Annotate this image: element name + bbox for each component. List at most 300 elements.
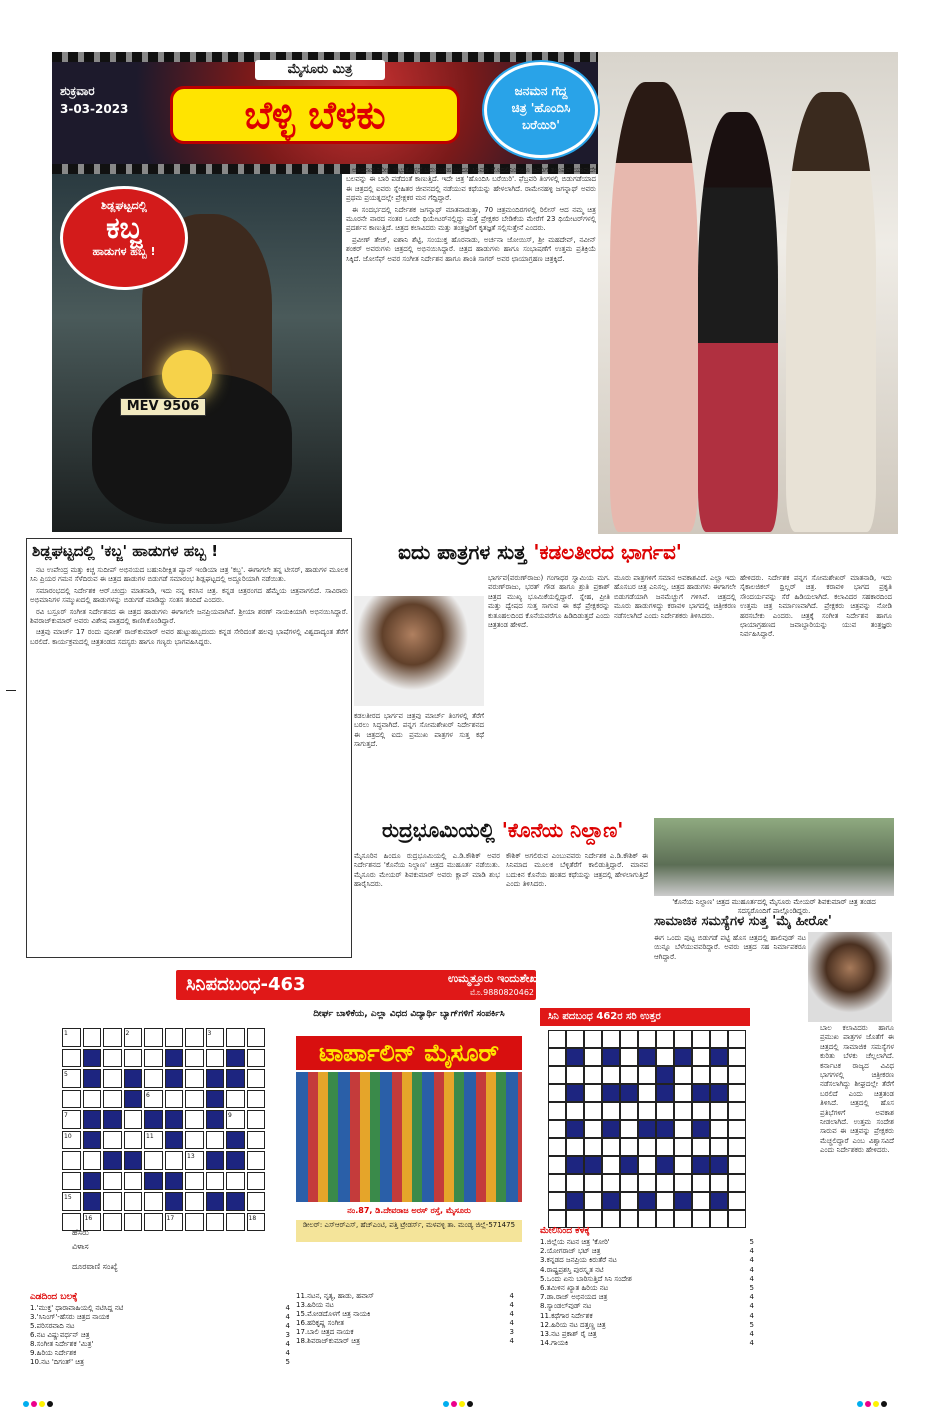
- answer-cell: [602, 1084, 620, 1102]
- crossword-cell[interactable]: [144, 1213, 163, 1232]
- crossword-cell[interactable]: [185, 1213, 204, 1232]
- bhargava-headline: [398, 540, 682, 564]
- masthead-title: ಬೆಳ್ಳಿ ಬೆಳಕು: [170, 86, 460, 144]
- crossword-cell[interactable]: [144, 1192, 163, 1211]
- crossword-cell[interactable]: 17: [165, 1213, 184, 1232]
- crossword-cell[interactable]: [62, 1151, 81, 1170]
- kabzaa-paragraph: ಚಿತ್ರವು ಮಾರ್ಚ್ 17 ರಂದು ಪುನೀತ್ ರಾಜ್‌ಕುಮಾರ್ ಅವರ ಹುಟ್ಟುಹಬ್ಬದಂದು ಕನ್ನಡ ಸೇರಿದಂತೆ ಹಲವು ಭಾಷೆಗಳಲ್ಲಿ ವಿಶ್ವದಾದ್ಯಂತ ತೆರೆಗೆ ಬರಲಿದೆ. ಕಾರ್ಯಕ್ರಮದಲ್ಲಿ ಚಿತ್ರತಂಡದ ಸದಸ್ಯರು ಹಾಗೂ ಗಣ್ಯರು ಭಾಗವಹಿಸಿದ್ದರು.: [30, 628, 348, 646]
- main-story-paragraph: ಅತಿಯಾದ ನಿರೀಕ್ಷೆ ಇಟ್ಟುಕೊಳ್ಳದೆ ಬರುವಂತಹ ಬಂದರೆ ಸಿನಿಮಾ ಮೊದಲಿನಿಂದಲೂ ಜನರಿಗೆ ತಲುಪುವ ಯಾವುದೇ ಬಲವನ್ನು ಈ ಬಾರಿ ಪಡೆದಂತೆ ಕಾಣುತ್ತಿದೆ. ಇದೇ ಚಿತ್ರ 'ಹೊಂದಿಸಿ ಬರೆಯಿರಿ'. ಫೆಬ್ರವರಿ ತಿಂಗಳಲ್ಲಿ ಬಿಡುಗಡೆಯಾದ ಈ ಚಿತ್ರದಲ್ಲಿ ಐವರು ಸ್ನೇಹಿತರ ಜೀವನದಲ್ಲಿ ನಡೆಯುವ ಕಥೆಯನ್ನು ಹೇಳಲಾಗಿದೆ. ರಾಮೇನಹಳ್ಳಿ ಜಗನ್ನಾಥ್ ಅವರು ಪ್ರಥಮ ಪ್ರಯತ್ನದಲ್ಲೇ ಪ್ರೇಕ್ಷಕರ ಮನ ಗೆದ್ದಿದ್ದಾರೆ.: [346, 166, 596, 203]
- answer-cell: [656, 1084, 674, 1102]
- clue-length: 5: [749, 1284, 754, 1293]
- crossword-cell[interactable]: 15: [62, 1192, 81, 1211]
- clue-length: 4: [509, 1301, 514, 1309]
- crossword-cell[interactable]: 13: [185, 1151, 204, 1170]
- crossword-cell[interactable]: [62, 1172, 81, 1191]
- clue-text: 7.ಡಾ.ರಾಜ್ ಅಭಿನಯದ ಚಿತ್ರ: [540, 1293, 608, 1302]
- answer-cell: [710, 1192, 728, 1210]
- crossword-cell: [165, 1069, 184, 1088]
- answer-cell: [620, 1120, 638, 1138]
- answer-cell: [728, 1174, 746, 1192]
- answer-cell: [566, 1174, 584, 1192]
- crossword-cell: [226, 1069, 245, 1088]
- answer-cell: [692, 1048, 710, 1066]
- crossword-cell: [83, 1192, 102, 1211]
- clue-text: 9.ಹಿರಿಯ ನಿರ್ದೇಶಕ: [30, 1349, 77, 1357]
- crossword-cell: [165, 1172, 184, 1191]
- registration-dot: [39, 1401, 45, 1407]
- clue-length: 4: [749, 1247, 754, 1256]
- answer-cell: [710, 1084, 728, 1102]
- answer-cell: [710, 1138, 728, 1156]
- answer-cell: [692, 1084, 710, 1102]
- answer-cell: [566, 1138, 584, 1156]
- clue-row: [296, 1319, 514, 1328]
- clue-text: 11.ಕಥೆಗಾರ ನಿರ್ದೇಶಕ: [540, 1311, 593, 1320]
- clue-row: [540, 1275, 754, 1284]
- answer-cell: [656, 1156, 674, 1174]
- answer-cell: [638, 1138, 656, 1156]
- crossword-cell: [206, 1192, 225, 1211]
- address-field-label: ವಿಳಾಸ: [72, 1242, 89, 1251]
- crossword-cell[interactable]: [144, 1028, 163, 1047]
- registration-dot: [31, 1401, 37, 1407]
- koneya-headline-title: 'ಕೊನೆಯ ನಿಲ್ದಾಣ': [501, 818, 624, 842]
- crossword-cell[interactable]: 18: [247, 1213, 266, 1232]
- crossword-cell: [83, 1069, 102, 1088]
- name-field-label: ಹೆಸರು: [72, 1228, 89, 1237]
- answer-cell: [602, 1174, 620, 1192]
- clue-row: [540, 1247, 754, 1256]
- answer-cell: [566, 1120, 584, 1138]
- issue-date: 3-03-2023: [60, 102, 129, 116]
- clue-row: [540, 1284, 754, 1293]
- crossword-cell[interactable]: [226, 1213, 245, 1232]
- answer-cell: [656, 1048, 674, 1066]
- answer-cell: [710, 1048, 728, 1066]
- masthead-small-title: ಮೈಸೂರು ಮಿತ್ರ: [255, 60, 385, 80]
- answer-cell: [602, 1138, 620, 1156]
- answer-cell: [728, 1192, 746, 1210]
- my-hero-headline: ಸಾಮಾಜಿಕ ಸಮಸ್ಯೆಗಳ ಸುತ್ತ 'ಮೈ ಹೀರೋ': [654, 914, 832, 929]
- answer-cell: [728, 1102, 746, 1120]
- clue-length: 4: [285, 1304, 290, 1312]
- crossword-cell[interactable]: [144, 1049, 163, 1068]
- crossword-cell[interactable]: [206, 1172, 225, 1191]
- clue-row: [296, 1301, 514, 1310]
- answer-cell: [692, 1174, 710, 1192]
- clue-text: 2.ಯೋಗರಾಜ್ ಭಟ್ ಚಿತ್ರ: [540, 1247, 601, 1256]
- answer-cell: [620, 1102, 638, 1120]
- answer-cell: [548, 1174, 566, 1192]
- crossword-cell[interactable]: [247, 1049, 266, 1068]
- crossword-cell[interactable]: [206, 1131, 225, 1150]
- answer-cell: [584, 1030, 602, 1048]
- answer-cell: [584, 1048, 602, 1066]
- answer-cell: [548, 1066, 566, 1084]
- answer-cell: [566, 1066, 584, 1084]
- crossword-cell: [165, 1131, 184, 1150]
- crossword-cell[interactable]: [185, 1028, 204, 1047]
- crossword-cell: [124, 1151, 143, 1170]
- crossword-cell: [165, 1049, 184, 1068]
- answer-cell: [602, 1066, 620, 1084]
- clue-text: 10.ನಟ 'ದಿಗಂತ್' ಚಿತ್ರ: [30, 1358, 84, 1366]
- clue-length: 4: [749, 1274, 754, 1283]
- crossword-cell: [206, 1151, 225, 1170]
- crossword-cell[interactable]: [165, 1090, 184, 1109]
- answer-cell: [566, 1030, 584, 1048]
- answer-cell: [710, 1102, 728, 1120]
- issue-day: ಶುಕ್ರವಾರ: [60, 84, 95, 98]
- answer-cell: [548, 1120, 566, 1138]
- answer-cell: [548, 1102, 566, 1120]
- crossword-cell[interactable]: [226, 1172, 245, 1191]
- crossword-cell: [165, 1110, 184, 1129]
- crossword-cell: [83, 1049, 102, 1068]
- crossword-cell[interactable]: 11: [144, 1131, 163, 1150]
- bhargava-column-2: ಭಾರ್ಗವ(ವರುಣ್‌ರಾಜು) ಗಂಗಾಧರ ಸ್ವಾಮಿಯ ಮಗ. ವರುಣ್‌ರಾಜು, ಭರತ್ ಗೌಡ ಹಾಗೂ ಶ್ರುತಿ ಪ್ರಕಾಶ್ ಚಿತ್ರದ ಮುಖ್ಯ ಭೂಮಿಕೆಯಲ್ಲಿದ್ದಾರೆ. ಸ್ನೇಹ, ಪ್ರೀತಿ ಮತ್ತು ದ್ವೇಷದ ಸುತ್ತ ಸಾಗುವ ಈ ಕಥೆ ಪ್ರೇಕ್ಷಕರನ್ನು ಕುತೂಹಲದಿಂದ ಕೊನೆಯವರೆಗೂ ಹಿಡಿದಿಡುತ್ತದೆ ಎಂದು ಚಿತ್ರತಂಡ ಹೇಳಿದೆ.: [488, 574, 610, 630]
- crossword-cell[interactable]: 3: [206, 1028, 225, 1047]
- clue-text: 16.ಹರಿಕೃಷ್ಣ ಸಂಗೀತ: [296, 1319, 344, 1327]
- answer-cell: [638, 1120, 656, 1138]
- crossword-cell[interactable]: [226, 1090, 245, 1109]
- hondisi-main-story: [346, 166, 596, 528]
- main-story-paragraph: ಪ್ರವೀಣ್ ತೇಜ್, ಐಶಾನಿ ಶೆಟ್ಟಿ, ಸಂಯುಕ್ತ ಹೊರನಾಡು, ಅರ್ಚನಾ ಜೋಯಿಸ್, ಶ್ರೀ ಮಹದೇವ್, ನವೀನ್ ಶಂಕರ್ ಅವರುಗಳು ಚಿತ್ರದಲ್ಲಿ ಅಭಿನಯಿಸಿದ್ದಾರೆ. ಚಿತ್ರದ ಹಾಡುಗಳು ಹಾಗೂ ಸಂಭಾಷಣೆಗೆ ಉತ್ತಮ ಪ್ರತಿಕ್ರಿಯೆ ಸಿಕ್ಕಿದೆ. ಜೋಸೆಫ್ ಅವರ ಸಂಗೀತ ನಿರ್ದೇಶನ ಹಾಗೂ ಶಾಂತಿ ಸಾಗರ್ ಅವರ ಛಾಯಾಗ್ರಹಣ ಚಿತ್ರಕ್ಕಿದೆ.: [346, 235, 596, 263]
- bubble-line-2: ಚಿತ್ರ 'ಹೊಂದಿಸಿ: [511, 101, 571, 115]
- kabzaa-paragraph: ರವಿ ಬಸ್ರೂರ್ ಸಂಗೀತ ನಿರ್ದೇಶನದ ಈ ಚಿತ್ರದ ಹಾಡುಗಳು ಈಗಾಗಲೇ ಜನಪ್ರಿಯವಾಗಿವೆ. ಶ್ರೀಯಾ ಶರಣ್ ನಾಯಕಿಯಾಗಿ ಅಭಿನಯಿಸಿದ್ದಾರೆ. ಶಿವರಾಜ್‌ಕುಮಾರ್ ಅವರು ವಿಶೇಷ ಪಾತ್ರದಲ್ಲಿ ಕಾಣಿಸಿಕೊಂಡಿದ್ದಾರೆ.: [30, 607, 348, 626]
- crossword-cell[interactable]: [124, 1110, 143, 1129]
- answer-cell: [692, 1120, 710, 1138]
- actress-figure-2: [698, 112, 778, 532]
- crossword-cell[interactable]: [185, 1131, 204, 1150]
- crossword-cell: [83, 1131, 102, 1150]
- answer-cell: [656, 1174, 674, 1192]
- crossword-cell[interactable]: [62, 1049, 81, 1068]
- clue-text: 1.'ಮುಕ್ತ' ಧಾರಾವಾಹಿಯಲ್ಲಿ ನಟಿಸಿದ್ದ ನಟಿ: [30, 1304, 124, 1312]
- answer-cell: [674, 1138, 692, 1156]
- crossword-cell[interactable]: 10: [62, 1131, 81, 1150]
- bubble-line-3: ಬರೆಯಿರಿ': [522, 118, 560, 132]
- my-hero-director-photo: [808, 932, 892, 1022]
- answer-cell: [656, 1138, 674, 1156]
- crossword-cell[interactable]: 9: [226, 1110, 245, 1129]
- koneya-photo-caption: 'ಕೊನೆಯ ನಿಲ್ದಾಣ' ಚಿತ್ರದ ಮುಹೂರ್ತದಲ್ಲಿ ಮೈಸೂರು ಮೇಯರ್ ಶಿವಕುಮಾರ್ ಚಿತ್ರ ತಂಡದ ಸದಸ್ಯರೊಂದಿಗೆ ಪಾಲ್ಗೊಂಡಿದ್ದರು.: [672, 898, 876, 915]
- crossword-cell[interactable]: [103, 1049, 122, 1068]
- answer-cell: [638, 1210, 656, 1228]
- crossword-cell[interactable]: [165, 1151, 184, 1170]
- crossword-cell[interactable]: [124, 1131, 143, 1150]
- crossword-cell: [226, 1151, 245, 1170]
- answer-cell: [710, 1210, 728, 1228]
- answer-cell: [692, 1102, 710, 1120]
- answer-cell: [548, 1156, 566, 1174]
- clue-length: 4: [509, 1292, 514, 1300]
- clue-row: [540, 1339, 754, 1348]
- crossword-cell[interactable]: [185, 1172, 204, 1191]
- answer-cell: [548, 1084, 566, 1102]
- ad-dealer: ಡೀಲರ್: ಎಸ್‌ಆರ್‌ಎಸ್, ಹೆಚ್‌ಎಂಟಿ, ಪತ್ತಿ ಟ್ರೇಡರ್ಸ್, ಮಳವಳ್ಳಿ ತಾ. ಮಂಡ್ಯ ಜಿಲ್ಲೆ-571475: [296, 1220, 522, 1242]
- clue-text: 8.ಸ್ಯಾಂಡಲ್‌ವುಡ್ ನಟ: [540, 1302, 592, 1311]
- kabzaa-circle-line-1: ಶಿಡ್ಲಘಟ್ಟದಲ್ಲಿ: [100, 199, 147, 212]
- bhargava-column-3: ಮೂರು ಪಾತ್ರಗಳಿಗೆ ಸಮಾನ ಅವಕಾಶವಿದೆ. ಎಲ್ಲಾ ಇದು ಹೊಸಬರ ಚಿತ್ರ ಎನಿಸಲ್ಲ. ಚಿತ್ರದ ಹಾಡುಗಳು ಈಗಾಗಲೇ ಬಿಡುಗಡೆಯಾಗಿ ಜನಮೆಚ್ಚುಗೆ ಗಳಿಸಿವೆ. ಚಿತ್ರದಲ್ಲಿ ಮೂರು ಹಾಡುಗಳಿದ್ದು ಕರಾವಳಿ ಭಾಗದಲ್ಲಿ ಚಿತ್ರೀಕರಣ ನಡೆಸಲಾಗಿದೆ ಎಂದು ನಿರ್ದೇಶಕರು ತಿಳಿಸಿದರು.: [614, 574, 736, 620]
- crossword-cell[interactable]: [103, 1131, 122, 1150]
- crossword-cell[interactable]: 1: [62, 1028, 81, 1047]
- koneya-column-2: ಕೌಶಿಕ್ ಅಗಲಿರುವ ಎಂಬುವವರು ನಿರ್ದೇಶಕ ಎ.ಡಿ.ಕೌಶಿಕ್ ಈ ಸಿನಿಮಾದ ಮೂಲಕ ಬೆಳ್ಳಿತೆರೆಗೆ ಕಾಲಿಡುತ್ತಿದ್ದಾರೆ. ಮಾನವ ಬದುಕಿನ ಕೊನೆಯ ಹಂತದ ಕಥೆಯನ್ನು ಚಿತ್ರದಲ್ಲಿ ಹೇಳಲಾಗುತ್ತಿದೆ ಎಂದು ತಿಳಿಸಿದರು.: [506, 852, 648, 889]
- crossword-cell: [226, 1131, 245, 1150]
- answer-cell: [620, 1048, 638, 1066]
- crossword-cell[interactable]: [103, 1069, 122, 1088]
- answer-cell: [566, 1210, 584, 1228]
- answer-cell: [566, 1156, 584, 1174]
- clue-text: 15.ಮೋಡದೊಳಗೆ ಚಿತ್ರ ನಾಯಕಿ: [296, 1310, 371, 1318]
- crossword-cell[interactable]: [124, 1192, 143, 1211]
- kabzaa-article-headline: ಶಿಡ್ಲಘಟ್ಟದಲ್ಲಿ 'ಕಬ್ಜ' ಹಾಡುಗಳ ಹಬ್ಬ !: [32, 542, 219, 560]
- answer-cell: [710, 1066, 728, 1084]
- crossword-cell: [124, 1069, 143, 1088]
- crossword-cell[interactable]: [247, 1192, 266, 1211]
- clue-length: 4: [749, 1256, 754, 1265]
- answer-cell: [584, 1138, 602, 1156]
- my-hero-intro: ಈಗ ಒಂದು ಪುಟ್ಟ ಬಿಡುಗಡೆ ಪಟ್ಟಿ ಹೊಸ ಚಿತ್ರದಲ್ಲಿ ಹಾಲಿವುಡ್ ನಟ ಯಿನ್ನೂ ಬೆಳೆಯುವವರಿದ್ದಾರೆ. ಅವರು ಚಿತ್ರದ ಸಹ ನಿರ್ಮಾಪಕರೂ ಆಗಿದ್ದಾರೆ.: [654, 934, 806, 961]
- crossword-cell[interactable]: [103, 1213, 122, 1232]
- answer-cell: [620, 1138, 638, 1156]
- clue-row: [296, 1292, 514, 1301]
- answer-cell: [620, 1030, 638, 1048]
- crossword-cell: [165, 1192, 184, 1211]
- answer-cell: [674, 1192, 692, 1210]
- clue-text: 13.ಹಿರಿಯ ನಟ: [296, 1301, 334, 1309]
- ad-brand-title: ಟಾರ್ಪಾಲಿನ್ ಮೈಸೂರ್: [296, 1036, 522, 1070]
- answer-cell: [674, 1174, 692, 1192]
- crossword-cell[interactable]: [206, 1049, 225, 1068]
- hondisi-bareyiri-photo: [598, 52, 898, 534]
- kabzaa-article-body: [30, 566, 348, 954]
- crossword-cell: [83, 1110, 102, 1129]
- answer-cell: [602, 1192, 620, 1210]
- registration-dot: [857, 1401, 863, 1407]
- crossword-cell[interactable]: 16: [83, 1213, 102, 1232]
- crossword-cell[interactable]: [247, 1131, 266, 1150]
- clue-length: 4: [285, 1340, 290, 1348]
- answer-grid-header: ಸಿನಿ ಪದಬಂಧ 462ರ ಸರಿ ಉತ್ತರ: [540, 1008, 750, 1026]
- phone-field-label: ದೂರವಾಣಿ ಸಂಖ್ಯೆ: [72, 1262, 118, 1271]
- bubble-line-1: ಜನಮನ ಗೆದ್ದ: [514, 84, 568, 98]
- answer-cell: [674, 1066, 692, 1084]
- answer-cell: [620, 1192, 638, 1210]
- answer-cell: [674, 1156, 692, 1174]
- crossword-cell[interactable]: [247, 1110, 266, 1129]
- answer-cell: [620, 1210, 638, 1228]
- crossword-cell[interactable]: [103, 1192, 122, 1211]
- crossword-cell[interactable]: [103, 1090, 122, 1109]
- actress-figure-1: [610, 82, 698, 532]
- answer-cell: [638, 1030, 656, 1048]
- crossword-author-phone: ಮೊ.9880820462: [470, 988, 535, 997]
- crossword-cell[interactable]: [185, 1069, 204, 1088]
- down-clues-heading: ಮೇಲಿನಿಂದ ಕೆಳಕ್ಕೆ: [540, 1226, 590, 1236]
- registration-dot: [467, 1401, 473, 1407]
- answer-cell: [692, 1192, 710, 1210]
- answer-cell: [656, 1120, 674, 1138]
- registration-dot: [23, 1401, 29, 1407]
- crossword-cell[interactable]: [83, 1028, 102, 1047]
- crossword-cell[interactable]: [185, 1090, 204, 1109]
- answer-cell: [638, 1066, 656, 1084]
- crossword-cell[interactable]: [62, 1090, 81, 1109]
- clue-row: [30, 1340, 290, 1349]
- answer-cell: [566, 1048, 584, 1066]
- answer-cell: [620, 1066, 638, 1084]
- crossword-cell: [103, 1110, 122, 1129]
- clue-row: [540, 1238, 754, 1247]
- clue-text: 3.'ಸಿನಿಂಗ್'-ಹೆಸರು ಚಿತ್ರದ ನಾಯಕ: [30, 1313, 110, 1321]
- answer-cell: [638, 1084, 656, 1102]
- crossword-cell: [206, 1069, 225, 1088]
- clue-text: 13.ನಟ ಪ್ರಕಾಶ್ ರೈ ಚಿತ್ರ: [540, 1330, 597, 1339]
- across-clues-list-continued: [296, 1292, 514, 1362]
- crossword-cell[interactable]: 5: [62, 1069, 81, 1088]
- print-registration-dots: [0, 1398, 945, 1410]
- answer-cell: [602, 1030, 620, 1048]
- crossword-cell: [206, 1090, 225, 1109]
- clue-length: 5: [749, 1320, 754, 1329]
- answer-cell: [656, 1210, 674, 1228]
- answer-cell: [674, 1120, 692, 1138]
- clue-length: 4: [285, 1349, 290, 1357]
- clue-length: 5: [749, 1238, 754, 1246]
- registration-dot: [881, 1401, 887, 1407]
- answer-cell: [638, 1048, 656, 1066]
- answer-cell: [728, 1084, 746, 1102]
- actress-figure-3: [786, 92, 876, 532]
- crossword-cell[interactable]: 6: [144, 1090, 163, 1109]
- clue-text: 14.ಗಾಯಕಿ: [540, 1339, 569, 1348]
- ad-address: ನಂ.87, ಡಿ.ದೇವರಾಜ ಅರಸ್ ರಸ್ತೆ, ಮೈಸೂರು: [347, 1206, 471, 1215]
- down-clues-list: [540, 1238, 754, 1368]
- hondisi-bubble: [484, 62, 598, 158]
- crossword-cell[interactable]: [247, 1090, 266, 1109]
- crossword-cell: [144, 1110, 163, 1129]
- answer-cell: [728, 1066, 746, 1084]
- crossword-cell[interactable]: [247, 1172, 266, 1191]
- answer-cell: [584, 1084, 602, 1102]
- answer-cell: [620, 1084, 638, 1102]
- clue-row: [296, 1310, 514, 1319]
- crossword-grid: [62, 1028, 272, 1228]
- ad-tagline: ದೀರ್ಘ ಬಾಳಿಕೆಯ, ಎಲ್ಲಾ ವಿಧದ ವಿದ್ಯಾರ್ಥಿ ಬ್ಯಾಗ್‌ಗಳಿಗೆ ಸಂಪರ್ಕಿಸಿ: [313, 1009, 505, 1019]
- crossword-cell[interactable]: [247, 1028, 266, 1047]
- bhargava-column-4: ಹೇಳಿದರು. ನಿರ್ದೇಶಕ ಪನ್ನಗ ಸೋಮಶೇಖರ್ ಮಾತನಾಡಿ, ಇದು ಸೈಕಾಲಜಿಕಲ್ ಥ್ರಿಲ್ಲರ್ ಚಿತ್ರ. ಕರಾವಳಿ ಭಾಗದ ಪ್ರಕೃತಿ ಸೌಂದರ್ಯವನ್ನು ಸೆರೆ ಹಿಡಿಯಲಾಗಿದೆ. ಕಲಾವಿದರ ಸಹಕಾರದಿಂದ ಉತ್ತಮ ಚಿತ್ರ ನಿರ್ಮಾಣವಾಗಿದೆ. ಪ್ರೇಕ್ಷಕರು ಚಿತ್ರವನ್ನು ನೋಡಿ ಹರಸಬೇಕು ಎಂದರು. ಚಿತ್ರಕ್ಕೆ ಸಂಗೀತ ನಿರ್ದೇಶನ ಹಾಗೂ ಛಾಯಾಗ್ರಹಣದ ಜವಾಬ್ದಾರಿಯನ್ನು ಯುವ ತಂತ್ರಜ್ಞರು ನಿರ್ವಹಿಸಿದ್ದಾರೆ.: [740, 574, 892, 639]
- crossword-cell[interactable]: [185, 1110, 204, 1129]
- crossword-cell[interactable]: [103, 1028, 122, 1047]
- clue-row: [30, 1331, 290, 1340]
- clue-row: [30, 1304, 290, 1313]
- crossword-cell: [83, 1172, 102, 1191]
- kabzaa-paragraph: ನಟ ಉಪೇಂದ್ರ ಮತ್ತು ಕಿಚ್ಚ ಸುದೀಪ್ ಅಭಿನಯದ ಬಹುನಿರೀಕ್ಷಿತ ಪ್ಯಾನ್ ಇಂಡಿಯಾ ಚಿತ್ರ 'ಕಬ್ಜ'. ಈಗಾಗಲೇ ತನ್ನ ಟೀಸರ್, ಹಾಡುಗಳ ಮೂಲಕ ಸಿನಿ ಪ್ರಿಯರ ಗಮನ ಸೆಳೆದಿರುವ ಈ ಚಿತ್ರದ ಹಾಡುಗಳ ಬಿಡುಗಡೆ ಸಮಾರಂಭ ಶಿಡ್ಲಘಟ್ಟದಲ್ಲಿ ಅದ್ದೂರಿಯಾಗಿ ನಡೆಯಿತು.: [30, 566, 348, 584]
- answer-cell: [728, 1138, 746, 1156]
- crossword-cell[interactable]: 2: [124, 1028, 143, 1047]
- crossword-cell[interactable]: [226, 1028, 245, 1047]
- main-story-paragraph: ಈ ಸಂದರ್ಭದಲ್ಲಿ ನಿರ್ದೇಶಕ ಜಗನ್ನಾಥ್ ಮಾತನಾಡುತ್ತಾ, 70 ಚಿತ್ರಮಂದಿರಗಳಲ್ಲಿ ರಿಲೀಸ್ ಆದ ನಮ್ಮ ಚಿತ್ರ ಮೂರನೇ ವಾರದ ನಂತರ ಒಂದೇ ಥಿಯೇಟರ್‌ನಲ್ಲಿದ್ದು ಮತ್ತೆ ಪ್ರೇಕ್ಷಕರ ಬೇಡಿಕೆಯ ಮೇರೆಗೆ 23 ಥಿಯೇಟರ್‌ಗಳಲ್ಲಿ ಪ್ರದರ್ಶನ ಕಾಣುತ್ತಿದೆ. ಚಿತ್ರದ ಕಲಾವಿದರು ಮತ್ತು ತಂತ್ರಜ್ಞರಿಗೆ ಕೃತಜ್ಞತೆ ಸಲ್ಲಿಸುತ್ತೇನೆ ಎಂದರು.: [346, 205, 596, 233]
- clue-text: 1.ಜಿಲ್ಲೆಯ ನಟನ ಚಿತ್ರ 'ಕೋರಿ': [540, 1238, 610, 1246]
- kabzaa-circle-line-3: ಹಾಡುಗಳ ಹಬ್ಬ !: [92, 245, 156, 258]
- answer-cell: [584, 1156, 602, 1174]
- clue-text: 5.ಒಂದು ಏನು ಬಾರಿಸುತ್ತಿದೆ ಸಿನಿ ಸಂದೇಶ: [540, 1274, 632, 1283]
- crossword-cell[interactable]: [124, 1213, 143, 1232]
- crossword-cell[interactable]: [165, 1028, 184, 1047]
- across-clues-list: [30, 1304, 290, 1366]
- crossword-cell[interactable]: [124, 1172, 143, 1191]
- registration-dot: [873, 1401, 879, 1407]
- crossword-cell[interactable]: [247, 1151, 266, 1170]
- answer-cell: [692, 1210, 710, 1228]
- crossword-cell[interactable]: [185, 1192, 204, 1211]
- crossword-cell[interactable]: [144, 1151, 163, 1170]
- clue-row: [540, 1312, 754, 1321]
- registration-dot: [47, 1401, 53, 1407]
- clue-text: 12.ಹಿರಿಯ ನಟ ದತ್ತಣ್ಣ ಚಿತ್ರ: [540, 1320, 606, 1329]
- answer-cell: [548, 1030, 566, 1048]
- clue-length: 3: [285, 1331, 290, 1339]
- clue-text: 18.ಶಿವರಾಜ್‌ಕುಮಾರ್ ಚಿತ್ರ: [296, 1337, 361, 1345]
- answer-cell: [638, 1102, 656, 1120]
- crossword-cell[interactable]: [83, 1151, 102, 1170]
- crossword-cell[interactable]: [103, 1172, 122, 1191]
- answer-cell: [710, 1174, 728, 1192]
- crossword-cell[interactable]: 7: [62, 1110, 81, 1129]
- clue-length: 4: [285, 1313, 290, 1321]
- answer-cell: [674, 1210, 692, 1228]
- answer-cell: [674, 1048, 692, 1066]
- koneya-headline-plain: ರುದ್ರಭೂಮಿಯಲ್ಲಿ: [382, 818, 495, 842]
- answer-cell: [602, 1120, 620, 1138]
- across-clues-heading: ಎಡದಿಂದ ಬಲಕ್ಕೆ: [30, 1292, 78, 1302]
- clue-text: 6.ನಟ ವಿಷ್ಣುವರ್ಧನ್ ಚಿತ್ರ: [30, 1331, 90, 1339]
- answer-cell: [602, 1048, 620, 1066]
- clue-text: 17.ಬಾಲಿ ಚಿತ್ರದ ನಾಯಕ: [296, 1328, 354, 1336]
- ad-shop-photo: [296, 1072, 522, 1202]
- answer-cell: [620, 1174, 638, 1192]
- crossword-cell[interactable]: [83, 1090, 102, 1109]
- clue-row: [540, 1256, 754, 1265]
- answer-cell: [602, 1210, 620, 1228]
- clue-text: 5.ಪರಿಸರವಾದಿ ನಟ: [30, 1322, 75, 1330]
- answer-cell: [674, 1102, 692, 1120]
- answer-cell: [638, 1156, 656, 1174]
- crossword-cell[interactable]: [124, 1049, 143, 1068]
- answer-cell: [728, 1156, 746, 1174]
- registration-dot: [451, 1401, 457, 1407]
- clue-row: [296, 1328, 514, 1337]
- koneya-column-1: ಮೈಸೂರಿನ ಹಿಂದೂ ರುದ್ರಭೂಮಿಯಲ್ಲಿ ಎ.ಡಿ.ಕೌಶಿಕ್ ಅವರ ನಿರ್ದೇಶನದ 'ಕೊನೆಯ ನಿಲ್ದಾಣ' ಚಿತ್ರದ ಮುಹೂರ್ತ ನಡೆಯಿತು. ಮೈಸೂರು ಮೇಯರ್ ಶಿವಕುಮಾರ್ ಅವರು ಕ್ಲಾಪ್ ಮಾಡಿ ಶುಭ ಹಾರೈಸಿದರು.: [354, 852, 500, 889]
- crossword-cell[interactable]: [144, 1069, 163, 1088]
- answer-cell: [728, 1120, 746, 1138]
- answer-cell: [674, 1084, 692, 1102]
- registration-dot: [443, 1401, 449, 1407]
- clue-row: [540, 1302, 754, 1311]
- crossword-cell[interactable]: [206, 1213, 225, 1232]
- clue-row: [30, 1358, 290, 1367]
- answer-cell: [710, 1030, 728, 1048]
- answer-cell: [602, 1156, 620, 1174]
- clue-text: 3.ಕನ್ನಡದ ಜನಪ್ರಿಯ ಕಿರುತೆರೆ ನಟ: [540, 1256, 617, 1265]
- crossword-cell[interactable]: [247, 1069, 266, 1088]
- bhargava-headline-title: 'ಕಡಲತೀರದ ಭಾರ್ಗವ': [533, 540, 682, 564]
- crossword-cell[interactable]: [185, 1049, 204, 1068]
- answer-cell: [584, 1102, 602, 1120]
- registration-dot: [865, 1401, 871, 1407]
- clue-length: 4: [749, 1339, 754, 1348]
